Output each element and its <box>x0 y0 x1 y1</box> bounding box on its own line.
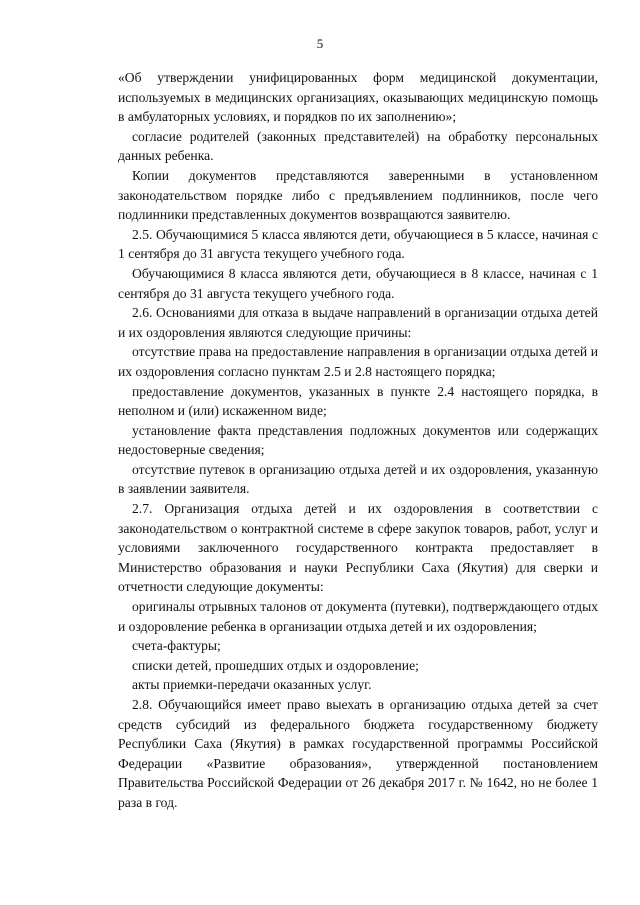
paragraph: отсутствие права на предоставление направления в организации отдыха детей и их оздоровления согласно пунктам 2.5 и 2.8 настоящего порядка; <box>118 344 598 379</box>
paragraph: согласие родителей (законных представителей) на обработку персональных данных ребенка. <box>118 128 598 164</box>
paragraph: счета-фактуры; <box>132 638 221 654</box>
paragraph: 2.8. Обучающийся имеет право выехать в организацию отдыха детей за счет средств субсидий из федерального бюджета государственному бюджету Республики Саха (Якутия) в рамках государственной программы Российской Федерации «Развитие образования», утвержденной постановлением Правительства Российской Федерации от 26 декабря 2017 г. № 1642, но не более 1 раза в год. <box>118 697 598 810</box>
paragraph: 2.5. Обучающимися 5 класса являются дети, обучающиеся в 5 классе, начиная с 1 сентября до 31 августа текущего учебного года. <box>118 226 598 262</box>
paragraph: списки детей, прошедших отдых и оздоровление; <box>132 657 419 673</box>
paragraph: «Об утверждении унифицированных форм медицинской документации, используемых в медицинских организациях, оказывающих медицинскую помощь в амбулаторных условиях, и порядков по их заполнению»; <box>118 70 598 125</box>
paragraph: 2.6. Основаниями для отказа в выдаче направлений в организации отдыха детей и их оздоровления являются следующие причины: <box>118 305 598 340</box>
paragraph: оригиналы отрывных талонов от документа (путевки), подтверждающего отдых и оздоровление ребенка в организации отдыха детей и их оздоровления; <box>118 599 598 634</box>
paragraph: отсутствие путевок в организацию отдыха детей и их оздоровления, указанную в заявлении заявителя. <box>118 461 598 497</box>
paragraph: акты приемки-передачи оказанных услуг. <box>132 677 372 693</box>
paragraph: 2.7. Организация отдыха детей и их оздоровления в соответствии с законодательством о контрактной системе в сфере закупок товаров, работ, услуг и условиями заключенного государственного контракта предоставляет в Министерство образования и науки Республики Саха (Якутия) для сверки и отчетности следующие документы: <box>118 501 598 595</box>
page-number: 5 <box>316 36 324 51</box>
paragraph: предоставление документов, указанных в пункте 2.4 настоящего порядка, в неполном и (или) искаженном виде; <box>118 383 598 419</box>
paragraph: установление факта представления подложных документов или содержащих недостоверные сведения; <box>118 422 598 458</box>
paragraph: Обучающимися 8 класса являются дети, обучающиеся в 8 классе, начиная с 1 сентября до 31 августа текущего учебного года. <box>118 265 598 301</box>
document-body <box>118 68 598 813</box>
paragraph: Копии документов представляются заверенными в установленном законодательством порядке либо с предъявлением подлинников, после чего подлинники представленных документов возвращаются заявителю. <box>118 167 598 223</box>
